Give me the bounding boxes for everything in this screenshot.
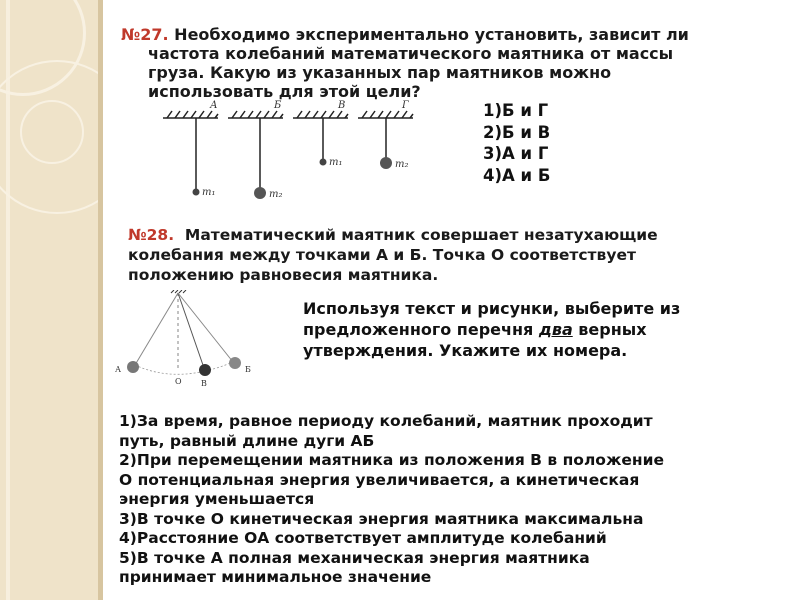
pendulum-label: А: [210, 100, 218, 111]
pendulum-label: В: [338, 100, 346, 111]
sidebar-circle: [20, 100, 84, 164]
ball-a: [127, 361, 139, 373]
answer-option: 3)А и Г: [483, 144, 549, 163]
q27-line: использовать для этой цели?: [148, 82, 421, 101]
statement-line: 2)При перемещении маятника из положения В в положение: [119, 451, 664, 469]
q27-text: [121, 25, 791, 101]
bob-g: [380, 157, 392, 169]
emphasis-word: два: [538, 320, 573, 339]
bob-v: [320, 159, 327, 166]
point-label-o: О: [175, 377, 182, 386]
q27-line: груза. Какую из указанных пар маятников можно: [148, 63, 612, 82]
q28-line: колебания между точками А и Б. Точка О соответствует: [128, 246, 636, 264]
statement-line: 1)За время, равное периоду колебаний, маятник проходит: [119, 412, 653, 430]
bob-b: [254, 187, 266, 199]
point-label-a: А: [115, 365, 122, 374]
pendulum-label: Г: [402, 100, 409, 111]
answer-option: 2)Б и В: [483, 122, 551, 142]
bob-a: [193, 189, 200, 196]
statement-line: 5)В точке А полная механическая энергия маятника: [119, 548, 590, 567]
q27-answers: [483, 100, 550, 186]
q27-number: №27.: [121, 25, 169, 44]
point-label-b: Б: [245, 365, 251, 374]
slide-content: [103, 0, 800, 600]
pendulum-swing-figure: [113, 290, 263, 390]
statement-line: 4)Расстояние ОА соответствует амплитуде колебаний: [119, 529, 607, 547]
statement-line: принимает минимальное значение: [119, 568, 432, 586]
q27-line: №27. Необходимо экспериментально установить, зависит ли: [121, 25, 689, 44]
answer-option: 1)Б и Г: [483, 101, 549, 120]
mass-label: m₂: [269, 189, 283, 200]
statement-line: энергия уменьшается: [119, 490, 315, 508]
ball-v: [199, 364, 211, 376]
answer-option: 4)А и Б: [483, 165, 551, 185]
ball-b: [229, 357, 241, 369]
mass-label: m₁: [202, 187, 216, 198]
statement-line: О потенциальная энергия увеличивается, а кинетическая: [119, 470, 640, 489]
q28-line: положению равновесия маятника.: [128, 266, 439, 284]
mass-label: m₂: [395, 159, 409, 170]
mass-label: m₁: [329, 157, 343, 168]
pendulums-figure: [158, 100, 428, 210]
q28-text: [128, 225, 788, 285]
q27-line: частота колебаний математического маятника от массы: [148, 44, 674, 63]
q28-statements: [119, 412, 779, 588]
statement-line: путь, равный длине дуги АБ: [119, 431, 375, 450]
q28-line: №28. Математический маятник совершает незатухающие: [128, 226, 658, 244]
q28-instruction: [303, 298, 733, 361]
pendulum-label: Б: [274, 100, 282, 111]
decorative-sidebar: [0, 0, 98, 600]
instruction-line: утверждения. Укажите их номера.: [303, 341, 628, 360]
point-label-v: В: [201, 379, 207, 388]
instruction-line: предложенного перечня два верных: [303, 320, 647, 339]
instruction-line: Используя текст и рисунки, выберите из: [303, 299, 681, 318]
statement-line: 3)В точке О кинетическая энергия маятника максимальна: [119, 509, 644, 528]
q28-number: №28.: [128, 226, 175, 244]
